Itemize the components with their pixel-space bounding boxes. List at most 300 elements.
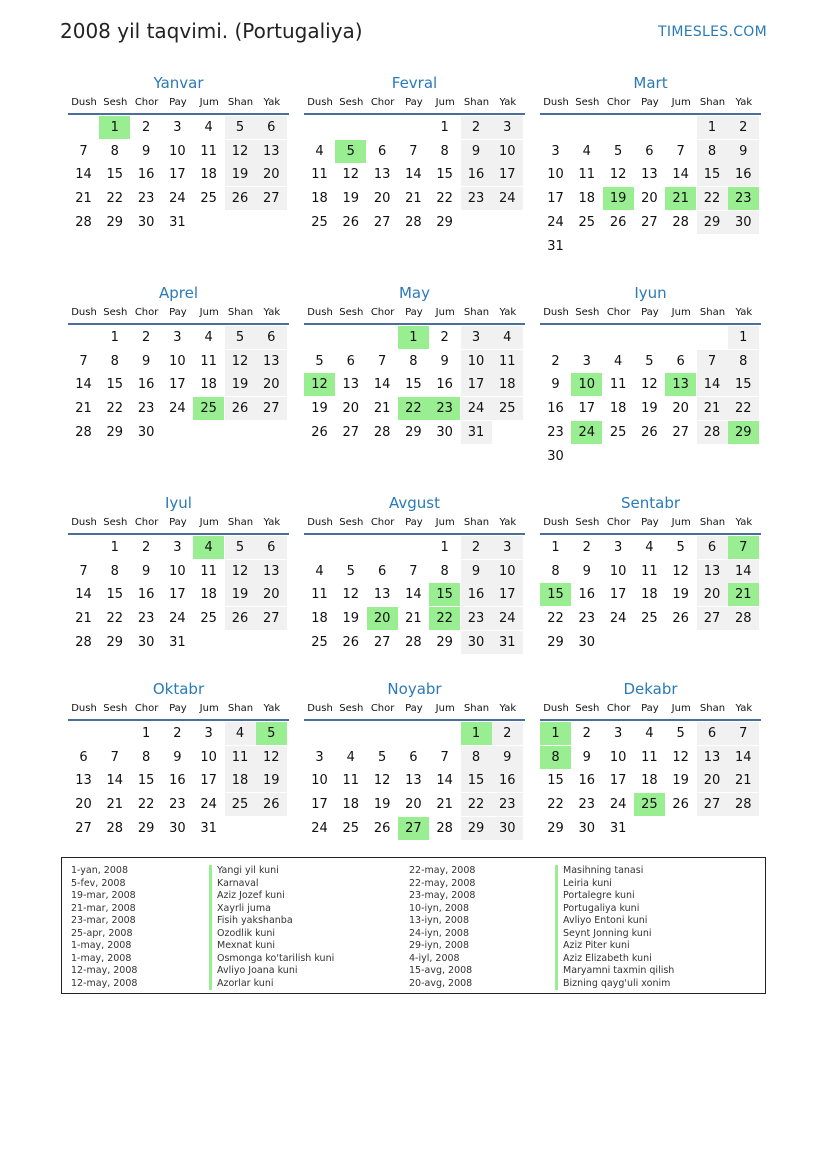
weekday-label: Chor (134, 97, 159, 108)
day-cell: 23 (547, 424, 564, 440)
holiday-day-cell: 8 (540, 746, 571, 769)
weekday-label: Dush (307, 517, 333, 528)
day-cell: 27 (342, 424, 360, 440)
day-cell: 20 (641, 191, 658, 207)
day-cell: 4 (492, 326, 523, 349)
day-cell: 20 (75, 797, 92, 813)
day-cell: 17 (169, 587, 186, 603)
day-cell: 15 (697, 163, 728, 186)
weekday-label: Sesh (339, 307, 364, 318)
day-cell: 5 (645, 353, 654, 369)
day-cell: 11 (311, 167, 328, 183)
weekday-label: Yak (263, 97, 281, 108)
month-name: Oktabr (152, 680, 205, 698)
weekday-label: Yak (263, 307, 281, 318)
day-cell: 4 (315, 563, 324, 579)
weekday-label: Jum (199, 307, 219, 318)
day-cell: 13 (641, 167, 658, 183)
legend-holiday-date: 5-fev, 2008 (71, 877, 126, 889)
day-cell: 2 (173, 726, 182, 741)
day-cell: 18 (641, 773, 658, 789)
day-cell: 4 (645, 540, 654, 555)
day-cell: 1 (110, 540, 119, 555)
day-cell: 26 (256, 793, 287, 816)
day-cell: 5 (225, 326, 256, 349)
day-cell: 31 (169, 634, 186, 650)
day-cell: 4 (315, 143, 324, 159)
day-cell: 2 (141, 330, 151, 345)
day-cell: 25 (609, 424, 627, 440)
day-cell: 31 (461, 421, 492, 444)
day-cell: 23 (492, 793, 523, 816)
day-cell: 13 (373, 167, 391, 183)
legend-holiday-date: 12-may, 2008 (71, 977, 138, 989)
legend-holiday-name: Leiria kuni (555, 878, 674, 891)
day-cell: 8 (440, 143, 449, 159)
day-cell: 22 (106, 401, 124, 417)
weekday-label: Jum (435, 517, 455, 528)
legend-holiday-name: Xayrli juma (209, 903, 334, 916)
day-cell: 26 (672, 797, 689, 813)
day-cell: 4 (204, 330, 213, 345)
holiday-day-cell: 19 (603, 187, 634, 210)
day-cell: 26 (672, 611, 689, 627)
weekday-label: Sesh (339, 517, 364, 528)
day-cell: 4 (225, 722, 256, 745)
day-cell: 17 (547, 191, 564, 207)
day-cell: 28 (75, 214, 92, 230)
day-cell: 3 (613, 540, 623, 555)
day-cell: 14 (106, 773, 124, 789)
day-cell: 6 (645, 143, 654, 159)
weekday-label: Pay (169, 307, 187, 318)
day-cell: 18 (311, 191, 328, 207)
day-cell: 6 (256, 536, 287, 559)
legend-holiday-name: Aziz Jozef kuni (209, 890, 334, 903)
weekday-label: Chor (370, 517, 395, 528)
weekday-label: Jum (435, 97, 455, 108)
legend-holiday-name: Portugaliya kuni (555, 903, 674, 916)
month-name: Fevral (391, 74, 438, 92)
legend-holiday-name: Aziz Piter kuni (555, 940, 674, 953)
day-cell: 23 (578, 797, 596, 813)
day-cell: 19 (672, 587, 689, 603)
day-cell: 3 (173, 120, 182, 135)
day-cell: 18 (578, 191, 596, 207)
weekday-label: Dush (71, 307, 97, 318)
day-cell: 2 (440, 330, 449, 345)
day-cell: 15 (106, 377, 124, 393)
legend-holiday-name: Avliyo Joana kuni (209, 965, 334, 978)
day-cell: 1 (440, 120, 449, 135)
day-cell: 19 (256, 769, 287, 792)
day-cell: 10 (169, 563, 186, 579)
weekday-label: Dush (307, 97, 333, 108)
day-cell: 30 (137, 214, 155, 230)
day-cell: 29 (547, 820, 564, 836)
weekday-label: Pay (405, 703, 423, 714)
day-cell: 8 (697, 140, 728, 163)
day-cell: 2 (141, 540, 151, 555)
day-cell: 9 (582, 563, 591, 579)
day-cell: 27 (373, 214, 391, 230)
day-cell: 22 (106, 191, 124, 207)
day-cell: 12 (672, 563, 689, 579)
day-cell: 10 (547, 167, 564, 183)
day-cell: 9 (492, 746, 523, 769)
day-cell: 25 (492, 397, 523, 420)
day-cell: 29 (106, 424, 124, 440)
weekday-label: Dush (307, 307, 333, 318)
holiday-day-cell: 22 (398, 397, 429, 420)
day-cell: 14 (405, 167, 422, 183)
day-cell: 22 (137, 797, 155, 813)
day-cell: 18 (609, 401, 627, 417)
weekday-header (304, 517, 525, 531)
weekday-label: Chor (370, 307, 395, 318)
day-cell: 3 (551, 143, 560, 159)
day-cell: 25 (641, 611, 658, 627)
holiday-day-cell: 5 (256, 722, 287, 745)
weekday-label: Jum (671, 307, 691, 318)
day-cell: 16 (461, 583, 492, 606)
day-cell: 7 (110, 749, 119, 765)
day-cell: 16 (728, 163, 759, 186)
day-cell: 6 (79, 749, 88, 765)
day-cell: 10 (492, 560, 523, 583)
day-cell: 6 (346, 353, 355, 369)
day-cell: 21 (75, 191, 92, 207)
weekday-header (304, 97, 525, 111)
month-name: Iyul (165, 494, 192, 512)
day-cell: 28 (697, 421, 728, 444)
weekday-label: Sesh (103, 97, 128, 108)
legend-holiday-name: Ozodlik kuni (209, 928, 334, 941)
weekday-label: Sesh (575, 517, 600, 528)
day-cell: 16 (169, 773, 186, 789)
holiday-day-cell: 4 (193, 536, 224, 559)
holiday-day-cell: 29 (728, 421, 759, 444)
day-cell: 30 (578, 634, 596, 650)
weekday-label: Yak (735, 307, 753, 318)
day-cell: 27 (697, 793, 728, 816)
legend-holiday-name: Fisih yakshanba (209, 915, 334, 928)
holiday-day-cell: 1 (99, 116, 130, 139)
day-cell: 4 (346, 749, 355, 765)
day-cell: 19 (342, 611, 360, 627)
day-cell: 31 (609, 820, 627, 836)
day-cell: 1 (697, 116, 728, 139)
day-cell: 29 (697, 211, 728, 234)
weekday-header (68, 517, 289, 531)
holiday-day-cell: 22 (429, 607, 460, 630)
legend-holiday-date: 1-yan, 2008 (71, 865, 128, 876)
legend-holiday-date: 1-may, 2008 (71, 940, 132, 951)
day-cell: 6 (256, 116, 287, 139)
day-cell: 31 (200, 820, 217, 836)
day-cell: 4 (645, 726, 654, 741)
day-cell: 19 (311, 401, 328, 417)
day-cell: 17 (461, 373, 492, 396)
day-cell: 2 (582, 726, 591, 741)
day-cell: 11 (225, 746, 256, 769)
day-cell: 6 (377, 563, 387, 579)
day-cell: 3 (204, 726, 213, 741)
day-cell: 29 (137, 820, 155, 836)
day-cell: 20 (256, 583, 287, 606)
weekday-label: Pay (169, 517, 187, 528)
weekday-label: Shan (699, 517, 726, 528)
day-cell: 7 (79, 353, 88, 369)
holiday-day-cell: 25 (634, 793, 665, 816)
day-cell: 5 (676, 540, 685, 555)
day-cell: 22 (436, 191, 453, 207)
legend-holiday-date: 23-mar, 2008 (71, 915, 136, 926)
weekday-label: Chor (370, 97, 395, 108)
holiday-day-cell: 1 (461, 722, 492, 745)
day-cell: 12 (641, 377, 658, 393)
weekday-label: Yak (263, 703, 281, 714)
weekday-label: Jum (671, 517, 691, 528)
day-cell: 2 (461, 116, 492, 139)
weekday-label: Sesh (103, 307, 128, 318)
day-cell: 20 (697, 583, 728, 606)
day-cell: 24 (492, 607, 523, 630)
header-divider (304, 719, 525, 721)
day-cell: 19 (672, 773, 689, 789)
weekday-label: Chor (606, 307, 631, 318)
day-cell: 17 (169, 167, 186, 183)
weekday-label: Yak (499, 703, 517, 714)
day-cell: 19 (225, 373, 256, 396)
day-cell: 12 (225, 560, 256, 583)
day-cell: 12 (225, 140, 256, 163)
weekday-label: Shan (227, 97, 254, 108)
day-cell: 17 (169, 377, 186, 393)
weekday-label: Jum (435, 307, 455, 318)
legend-holiday-name: Portalegre kuni (555, 890, 674, 903)
day-cell: 14 (728, 746, 759, 769)
day-cell: 6 (697, 722, 728, 745)
day-cell: 24 (169, 191, 186, 207)
weekday-label: Pay (405, 97, 423, 108)
legend-holiday-name: Aziz Elizabeth kuni (555, 953, 674, 966)
header-divider (304, 113, 525, 115)
day-cell: 18 (641, 587, 658, 603)
day-cell: 10 (461, 350, 492, 373)
day-cell: 8 (728, 350, 759, 373)
day-cell: 8 (110, 143, 119, 159)
day-cell: 28 (373, 424, 391, 440)
day-cell: 26 (373, 820, 391, 836)
legend-holiday-name: Azorlar kuni (209, 978, 334, 991)
legend-names-right (555, 865, 674, 990)
header-divider (68, 533, 289, 535)
header-divider (540, 113, 761, 115)
legend-holiday-date: 21-mar, 2008 (71, 902, 136, 914)
day-cell: 23 (461, 607, 492, 630)
weekday-label: Chor (134, 517, 159, 528)
day-cell: 3 (582, 353, 591, 369)
holiday-day-cell: 27 (398, 817, 429, 840)
day-cell: 29 (405, 424, 422, 440)
day-cell: 13 (373, 587, 391, 603)
day-cell: 9 (440, 353, 449, 369)
day-cell: 16 (492, 769, 523, 792)
holiday-day-cell: 23 (728, 187, 759, 210)
legend-holiday-date: 20-avg, 2008 (409, 977, 473, 989)
day-cell: 24 (169, 401, 186, 417)
day-cell: 19 (225, 583, 256, 606)
day-cell: 11 (641, 563, 658, 579)
day-cell: 12 (256, 746, 287, 769)
day-cell: 21 (436, 797, 453, 813)
day-cell: 8 (551, 563, 560, 579)
header-divider (540, 323, 761, 325)
day-cell: 28 (436, 820, 453, 836)
legend-holiday-date: 22-may, 2008 (409, 865, 476, 876)
day-cell: 5 (377, 749, 387, 765)
day-cell: 24 (169, 611, 186, 627)
day-cell: 2 (551, 353, 560, 369)
day-cell: 9 (728, 140, 759, 163)
holiday-legend (61, 857, 766, 994)
weekday-label: Chor (370, 703, 395, 714)
day-cell: 27 (373, 634, 391, 650)
weekday-label: Pay (405, 517, 423, 528)
day-cell: 15 (405, 377, 422, 393)
day-cell: 21 (106, 797, 124, 813)
day-cell: 27 (256, 397, 287, 420)
legend-dates-right (409, 865, 475, 990)
day-cell: 7 (697, 350, 728, 373)
holiday-day-cell: 12 (304, 373, 335, 396)
day-cell: 5 (315, 353, 324, 369)
weekday-label: Shan (699, 703, 726, 714)
day-cell: 19 (641, 401, 658, 417)
weekday-header (304, 703, 525, 717)
day-cell: 27 (256, 607, 287, 630)
day-cell: 21 (405, 191, 422, 207)
day-cell: 18 (311, 611, 328, 627)
day-cell: 17 (609, 773, 627, 789)
weekday-label: Sesh (339, 703, 364, 714)
page-title: 2008 yil taqvimi. (Portugaliya) (60, 19, 363, 43)
day-cell: 26 (641, 424, 658, 440)
legend-dates-left (71, 865, 137, 990)
day-cell: 11 (200, 353, 217, 369)
month-name: Avgust (389, 494, 440, 512)
day-cell: 18 (200, 587, 217, 603)
month-name: May (398, 284, 430, 302)
day-cell: 6 (697, 536, 728, 559)
day-cell: 17 (492, 583, 523, 606)
day-cell: 13 (342, 377, 360, 393)
day-cell: 3 (315, 749, 324, 765)
day-cell: 28 (106, 820, 124, 836)
day-cell: 3 (461, 326, 492, 349)
day-cell: 12 (672, 749, 689, 765)
weekday-label: Yak (735, 517, 753, 528)
day-cell: 16 (137, 587, 155, 603)
day-cell: 4 (582, 143, 591, 159)
weekday-label: Shan (463, 307, 490, 318)
header-divider (304, 323, 525, 325)
day-cell: 16 (436, 377, 453, 393)
day-cell: 25 (200, 191, 217, 207)
day-cell: 10 (169, 353, 186, 369)
day-cell: 8 (409, 353, 418, 369)
day-cell: 1 (728, 326, 759, 349)
day-cell: 27 (697, 607, 728, 630)
day-cell: 24 (461, 397, 492, 420)
day-cell: 7 (409, 563, 418, 579)
legend-holiday-date: 4-iyl, 2008 (409, 952, 460, 964)
holiday-day-cell: 23 (429, 397, 460, 420)
day-cell: 29 (436, 214, 453, 230)
weekday-label: Sesh (575, 307, 600, 318)
day-cell: 30 (578, 820, 596, 836)
day-cell: 13 (75, 773, 92, 789)
day-cell: 11 (342, 773, 360, 789)
day-cell: 24 (200, 797, 217, 813)
day-cell: 17 (578, 401, 596, 417)
day-cell: 17 (311, 797, 328, 813)
day-cell: 27 (75, 820, 92, 836)
day-cell: 15 (436, 167, 453, 183)
day-cell: 31 (492, 631, 523, 654)
day-cell: 9 (141, 563, 151, 579)
weekday-label: Chor (606, 97, 631, 108)
holiday-day-cell: 10 (571, 373, 602, 396)
day-cell: 30 (492, 817, 523, 840)
day-cell: 27 (256, 187, 287, 210)
day-cell: 22 (106, 611, 124, 627)
day-cell: 18 (200, 167, 217, 183)
weekday-header (540, 703, 761, 717)
day-cell: 5 (346, 563, 355, 579)
day-cell: 13 (256, 560, 287, 583)
day-cell: 16 (137, 167, 155, 183)
legend-holiday-name: Bizning qayg'uli xonim (555, 978, 674, 991)
day-cell: 20 (342, 401, 360, 417)
brand-logo[interactable]: TIMESLES.COM (658, 24, 767, 40)
legend-holiday-name: Karnaval (209, 878, 334, 891)
day-cell: 8 (110, 353, 119, 369)
day-cell: 25 (342, 820, 360, 836)
day-cell: 21 (728, 769, 759, 792)
weekday-label: Chor (134, 307, 159, 318)
weekday-label: Dush (543, 307, 569, 318)
day-cell: 18 (492, 373, 523, 396)
day-cell: 8 (461, 746, 492, 769)
day-cell: 23 (578, 611, 596, 627)
day-cell: 19 (342, 191, 360, 207)
legend-holiday-date: 22-may, 2008 (409, 877, 476, 889)
day-cell: 22 (461, 793, 492, 816)
day-cell: 4 (204, 120, 213, 135)
weekday-label: Jum (199, 703, 219, 714)
day-cell: 22 (547, 797, 564, 813)
day-cell: 30 (137, 634, 155, 650)
day-cell: 12 (373, 773, 391, 789)
weekday-label: Shan (699, 307, 726, 318)
legend-holiday-name: Masihning tanasi (555, 865, 674, 878)
month-name: Iyun (634, 284, 667, 302)
day-cell: 7 (377, 353, 387, 369)
weekday-label: Sesh (575, 703, 600, 714)
month-name: Aprel (158, 284, 199, 302)
